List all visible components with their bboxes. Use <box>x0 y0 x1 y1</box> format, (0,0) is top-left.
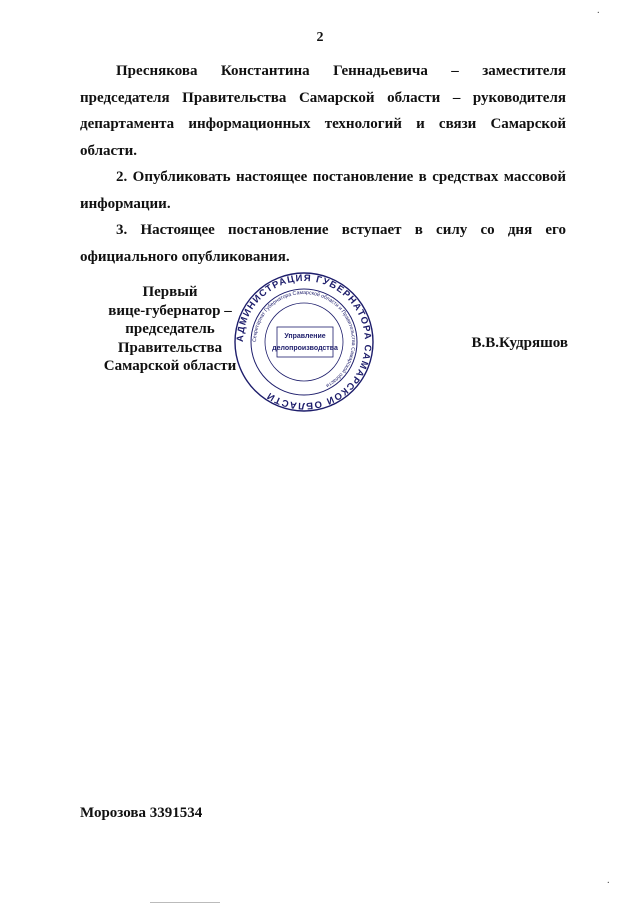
stamp-outer-text: АДМИНИСТРАЦИЯ ГУБЕРНАТОРА САМАРСКОЙ ОБЛАСТИ <box>234 272 374 412</box>
page-number: 2 <box>316 30 324 45</box>
paragraph-effective: 3. Настоящее постановление вступает в силу со дня его официального опубликования. <box>80 222 566 265</box>
stamp-center-box <box>277 327 333 357</box>
signatory-title-line: председатель Правительства <box>117 321 223 356</box>
signatory-name: В.В.Кудряшов <box>471 335 568 351</box>
stamp-center-line-1: Управление <box>284 333 326 340</box>
paragraph-appointee: Преснякова Константина Геннадьевича – заместителя председателя Правительства Самарской области – руководителя департамента информационных технологий и связи Самарской области. <box>80 63 566 159</box>
official-stamp <box>233 271 375 413</box>
stamp-inner-text: Секретариат Губернатора Самарской области и Правительства Самарской области <box>251 289 357 389</box>
signature-block <box>0 272 640 423</box>
executor-contact: Морозова 3391534 <box>80 805 203 821</box>
scan-artifact: · <box>606 878 610 889</box>
stamp-center-line-2: делопроизводства <box>272 345 338 352</box>
scan-artifact <box>150 902 220 903</box>
signatory-title-line: Самарской области <box>103 358 237 374</box>
scan-artifact: · <box>596 8 600 19</box>
body-text <box>80 58 566 270</box>
signatory-title-line: Первый <box>142 284 198 300</box>
signatory-title-line: вице-губернатор – <box>108 302 232 319</box>
paragraph-publish: 2. Опубликовать настоящее постановление в средствах массовой информации. <box>80 169 566 212</box>
stamp-middle-ring <box>251 289 357 395</box>
